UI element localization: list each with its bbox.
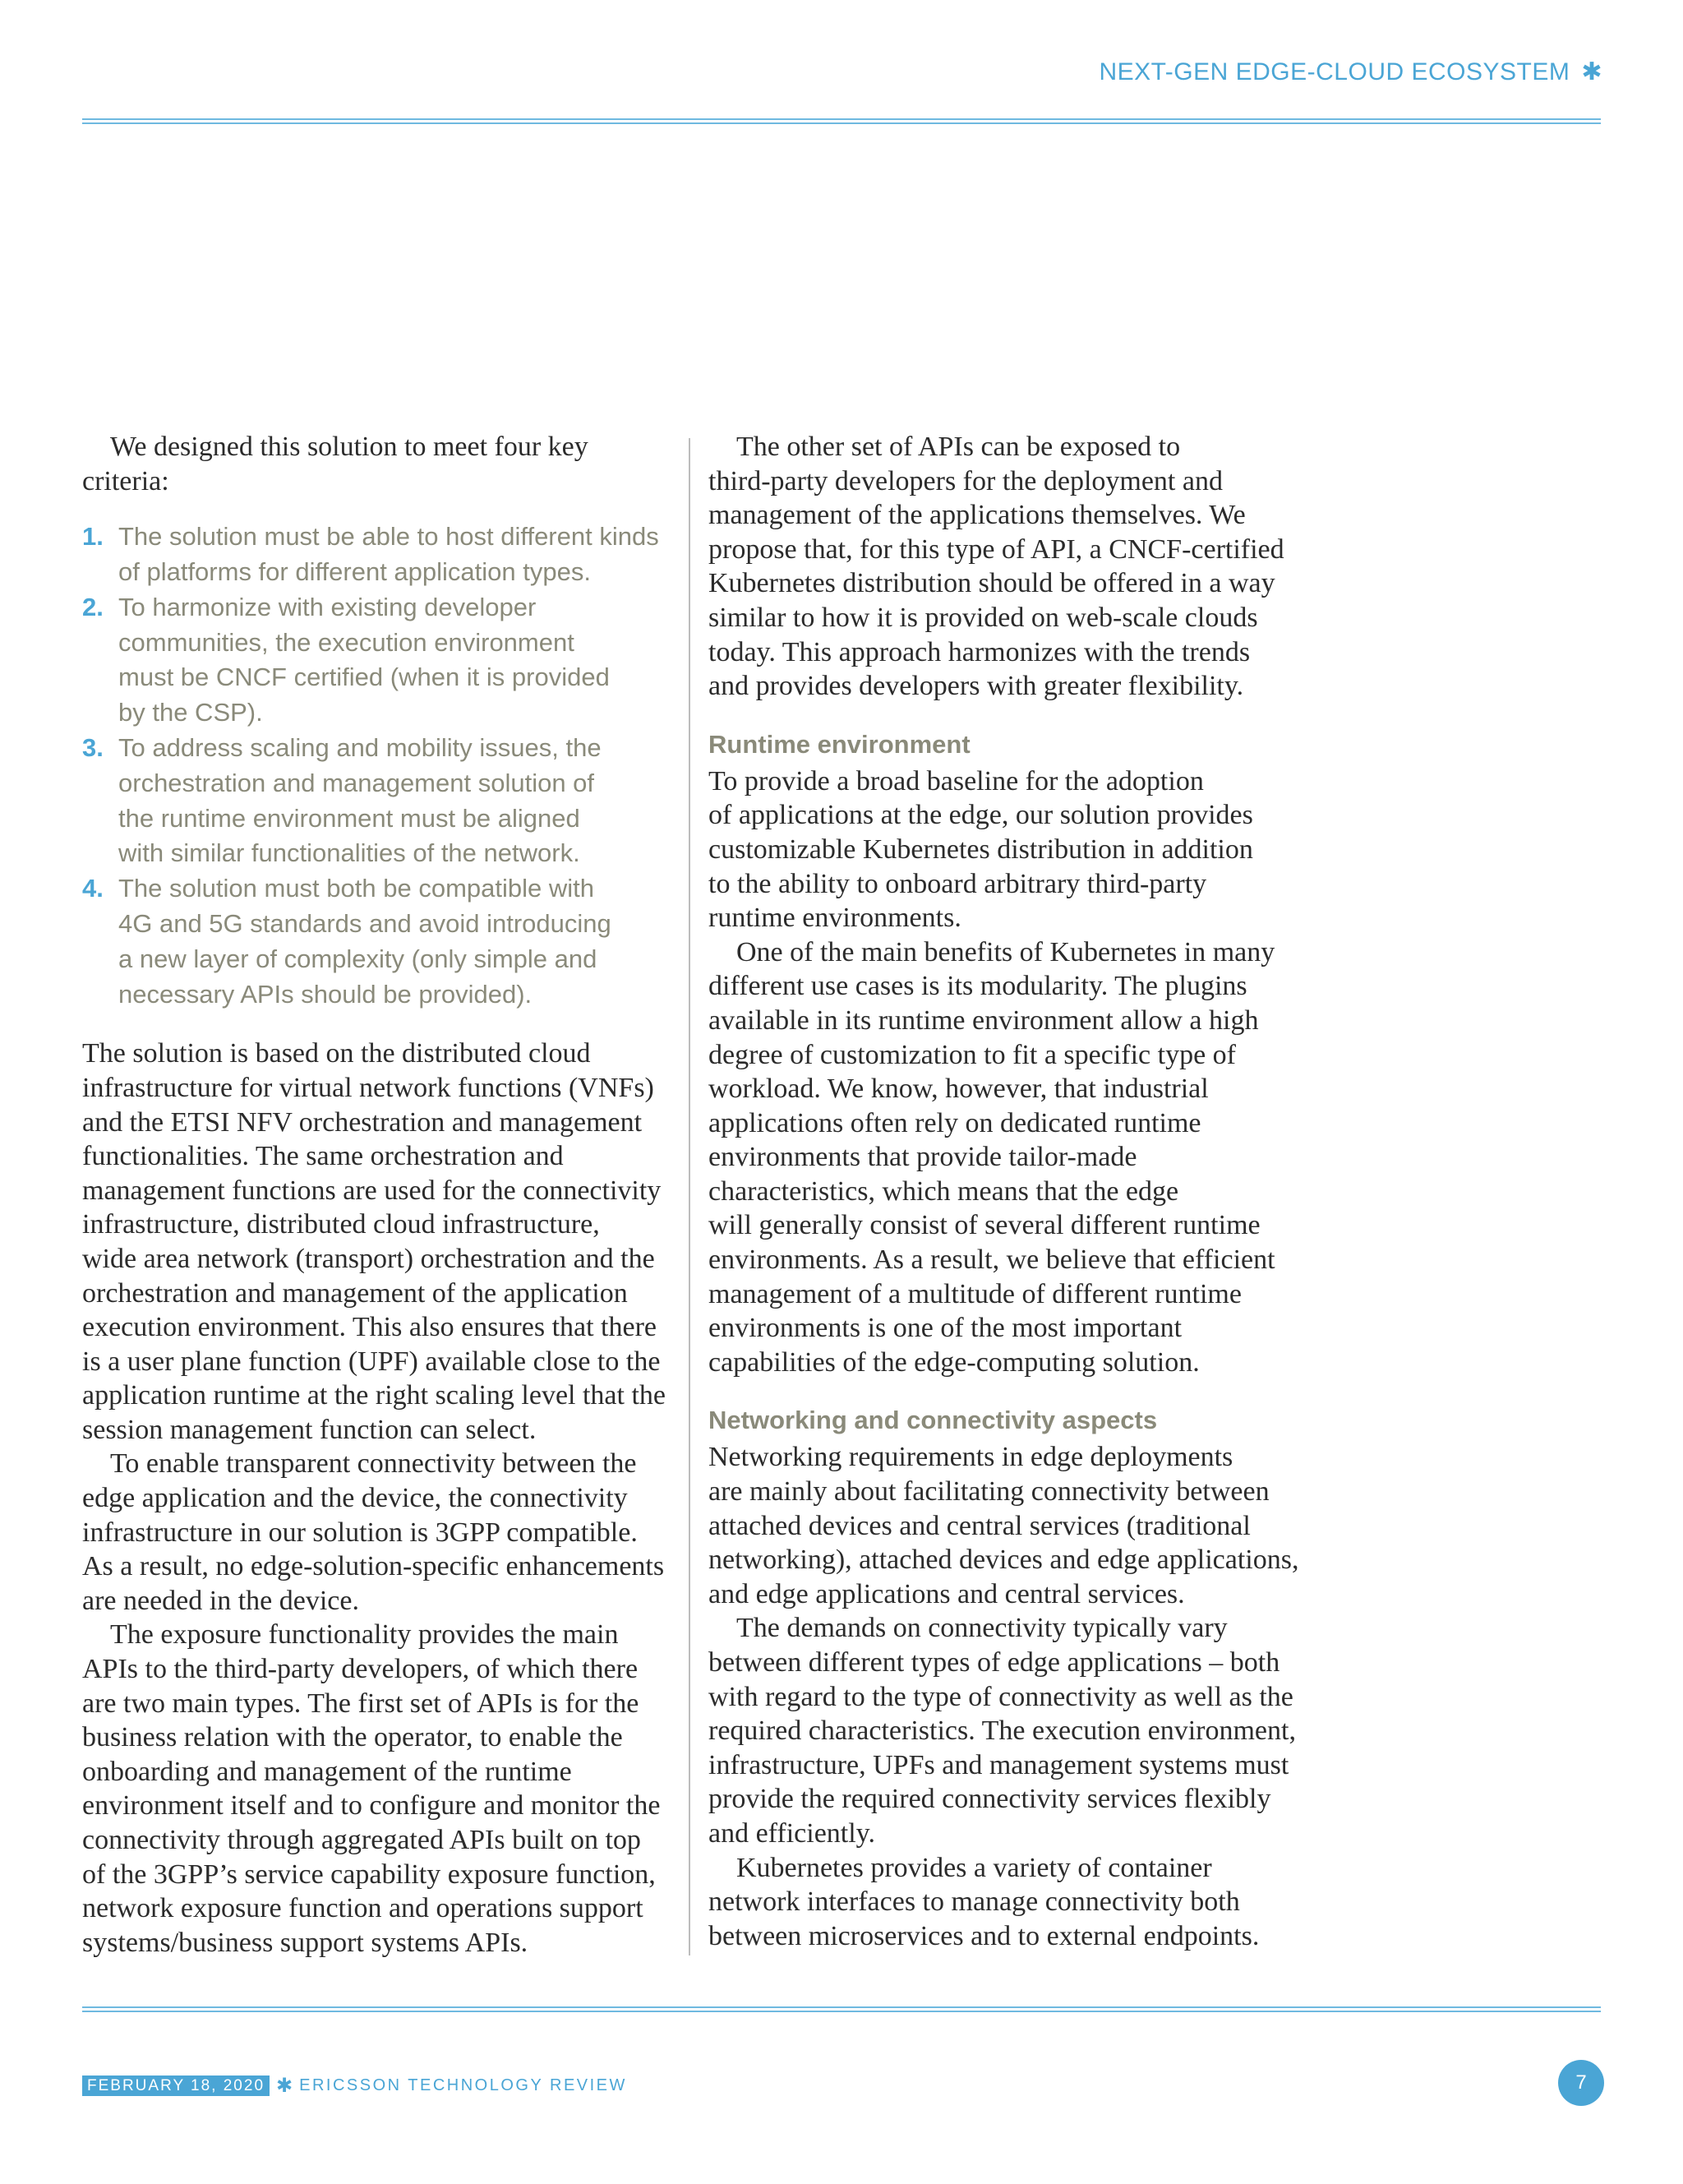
text-line: degree of customization to fit a specific type of <box>708 1039 1236 1070</box>
criteria-item: 2. To harmonize with existing developer <box>82 590 682 626</box>
left-column <box>82 430 682 1960</box>
text-line: between different types of edge applications – both <box>708 1647 1280 1678</box>
asterisk-icon: ✱ <box>1581 58 1602 85</box>
text-line: onboarding and management of the runtime <box>82 1756 572 1787</box>
text-line: environments is one of the most important <box>708 1313 1183 1344</box>
text-line: networking), attached devices and edge applications, <box>708 1544 1299 1576</box>
text-line: and efficiently. <box>708 1817 875 1849</box>
text-line: As a result, no edge-solution-specific enhancements <box>82 1551 665 1582</box>
criteria-item-continued: the runtime environment must be aligned <box>118 803 580 833</box>
body-paragraph <box>82 1447 682 1618</box>
criteria-item-continued: of platforms for different application types. <box>118 556 591 586</box>
text-line: provide the required connectivity services flexibly <box>708 1784 1271 1815</box>
text-line: environment itself and to configure and monitor the <box>82 1790 661 1822</box>
asterisk-icon: ✱ <box>276 2074 293 2097</box>
text-line: The other set of APIs can be exposed to <box>736 432 1181 462</box>
text-line: is a user plane function (UPF) available close to the <box>82 1346 661 1377</box>
text-line: infrastructure in our solution is 3GPP compatible. <box>82 1517 638 1548</box>
text-line: One of the main benefits of Kubernetes in many <box>736 936 1275 967</box>
text-line: The exposure functionality provides the main <box>110 1619 619 1651</box>
text-line: management of the applications themselves. We <box>708 500 1246 531</box>
text-line: are needed in the device. <box>82 1585 359 1616</box>
criteria-number: 3. <box>82 732 104 762</box>
text-line: orchestration and management of the application <box>82 1277 628 1309</box>
publication-name: ERICSSON TECHNOLOGY REVIEW <box>299 2075 627 2094</box>
criteria-item-continued: necessary APIs should be provided). <box>118 979 533 1009</box>
text-line: management of a multitude of different runtime <box>708 1278 1242 1309</box>
body-paragraph <box>82 1037 682 1447</box>
text-line: runtime environments. <box>708 903 961 934</box>
body-paragraph <box>708 430 1308 704</box>
text-line: APIs to the third-party developers, of which there <box>82 1654 639 1685</box>
text-line: available in its runtime environment allow a high <box>708 1004 1259 1036</box>
body-paragraph <box>708 1611 1308 1850</box>
text-line: The solution is based on the distributed cloud <box>82 1038 591 1069</box>
text-line: environments that provide tailor-made <box>708 1142 1137 1173</box>
text-line: different use cases is its modularity. The plugins <box>708 971 1247 1002</box>
body-paragraph <box>708 1851 1308 1954</box>
text-line: infrastructure for virtual network functions (VNFs) <box>82 1072 654 1103</box>
text-line: functionalities. The same orchestration and <box>82 1141 564 1172</box>
text-line: applications often rely on dedicated runtime <box>708 1107 1201 1138</box>
text-line: today. This approach harmonizes with the trends <box>708 636 1251 667</box>
text-line: attached devices and central services (traditional <box>708 1510 1251 1541</box>
header-rule <box>82 118 1601 125</box>
text-line: propose that, for this type of API, a CNCF-certified <box>708 533 1284 565</box>
text-line: systems/business support systems APIs. <box>82 1927 528 1958</box>
text-line: of applications at the edge, our solution provides <box>708 800 1253 831</box>
intro-paragraph <box>82 430 682 498</box>
criteria-number: 4. <box>82 874 104 903</box>
text-line: Kubernetes provides a variety of container <box>736 1852 1212 1883</box>
criteria-item-continued: communities, the execution environment <box>118 627 574 657</box>
text-line: Networking requirements in edge deployments <box>708 1442 1233 1473</box>
text-line: infrastructure, distributed cloud infrastructure, <box>82 1209 600 1240</box>
criteria-number: 1. <box>82 522 104 552</box>
text-line: To provide a broad baseline for the adoption <box>708 765 1204 796</box>
text-line: network interfaces to manage connectivity both <box>708 1886 1240 1918</box>
text-line: to the ability to onboard arbitrary third-party <box>708 868 1207 899</box>
text-line: application runtime at the right scaling level that the <box>82 1380 666 1411</box>
body-paragraph <box>708 935 1308 1380</box>
text-line: wide area network (transport) orchestration and the <box>82 1243 655 1274</box>
page-number: 7 <box>1558 2060 1604 2106</box>
body-paragraph <box>708 764 1308 935</box>
text-line: business relation with the operator, to enable the <box>82 1722 623 1753</box>
text-line: are mainly about facilitating connectivity between <box>708 1476 1270 1508</box>
criteria-number: 2. <box>82 592 104 621</box>
text-line: execution environment. This also ensures that there <box>82 1312 657 1343</box>
text-line: infrastructure, UPFs and management systems must <box>708 1749 1289 1780</box>
header-title: NEXT-GEN EDGE-CLOUD ECOSYSTEM <box>1099 58 1570 85</box>
criteria-item: 1. The solution must be able to host different kinds <box>82 519 682 555</box>
criteria-item-continued: a new layer of complexity (only simple and <box>118 944 597 973</box>
body-paragraph <box>82 1618 682 1960</box>
text-line: of the 3GPP’s service capability exposure function, <box>82 1858 656 1890</box>
text-line: third-party developers for the deployment and <box>708 465 1223 496</box>
criteria-item-continued: must be CNCF certified (when it is provided <box>118 663 610 692</box>
text-line: criteria: <box>82 465 169 496</box>
text-line: with regard to the type of connectivity as well as the <box>708 1681 1293 1712</box>
criteria-item-continued: 4G and 5G standards and avoid introducing <box>118 908 611 938</box>
text-line: and edge applications and central services. <box>708 1578 1185 1609</box>
text-line: required characteristics. The execution environment, <box>708 1715 1296 1747</box>
column-divider <box>689 438 690 1955</box>
text-line: will generally consist of several different runtime <box>708 1210 1261 1241</box>
text-line: environments. As a result, we believe that efficient <box>708 1244 1275 1276</box>
text-line: edge application and the device, the connectivity <box>82 1483 628 1514</box>
text-line: capabilities of the edge-computing solution. <box>708 1346 1200 1378</box>
text-line: Kubernetes distribution should be offered in a way <box>708 568 1275 599</box>
text-line: characteristics, which means that the edge <box>708 1175 1179 1207</box>
criteria-list <box>82 519 682 1012</box>
text-line: workload. We know, however, that industrial <box>708 1074 1209 1105</box>
body-paragraph <box>708 1440 1308 1611</box>
text-line: management functions are used for the connectivity <box>82 1175 662 1206</box>
footer <box>82 2075 627 2096</box>
criteria-item-continued: orchestration and management solution of <box>118 768 595 797</box>
criteria-item: 3. To address scaling and mobility issues, the <box>82 731 682 766</box>
text-line: and the ETSI NFV orchestration and management <box>82 1106 643 1138</box>
text-line: between microservices and to external endpoints. <box>708 1920 1260 1951</box>
running-header <box>1099 58 1602 86</box>
text-line: and provides developers with greater flexibility. <box>708 671 1244 702</box>
text-line: We designed this solution to meet four key <box>110 432 588 462</box>
text-line: are two main types. The first set of APIs is for the <box>82 1688 639 1719</box>
footer-rule <box>82 2006 1601 2013</box>
text-line: similar to how it is provided on web-scale clouds <box>708 602 1258 633</box>
text-line: network exposure function and operations support <box>82 1893 643 1924</box>
text-line: session management function can select. <box>82 1414 537 1445</box>
date-badge: FEBRUARY 18, 2020 <box>82 2075 270 2096</box>
text-line: The demands on connectivity typically vary <box>736 1613 1228 1644</box>
section-heading-runtime: Runtime environment <box>708 729 971 759</box>
text-line: To enable transparent connectivity between the <box>110 1448 637 1480</box>
criteria-item-continued: with similar functionalities of the network. <box>118 838 580 868</box>
text-line: customizable Kubernetes distribution in addition <box>708 833 1253 865</box>
criteria-item-continued: by the CSP). <box>118 698 263 727</box>
section-heading-networking: Networking and connectivity aspects <box>708 1406 1158 1435</box>
criteria-item: 4. The solution must both be compatible with <box>82 871 682 907</box>
right-column <box>708 430 1308 1953</box>
text-line: connectivity through aggregated APIs built on top <box>82 1825 641 1855</box>
